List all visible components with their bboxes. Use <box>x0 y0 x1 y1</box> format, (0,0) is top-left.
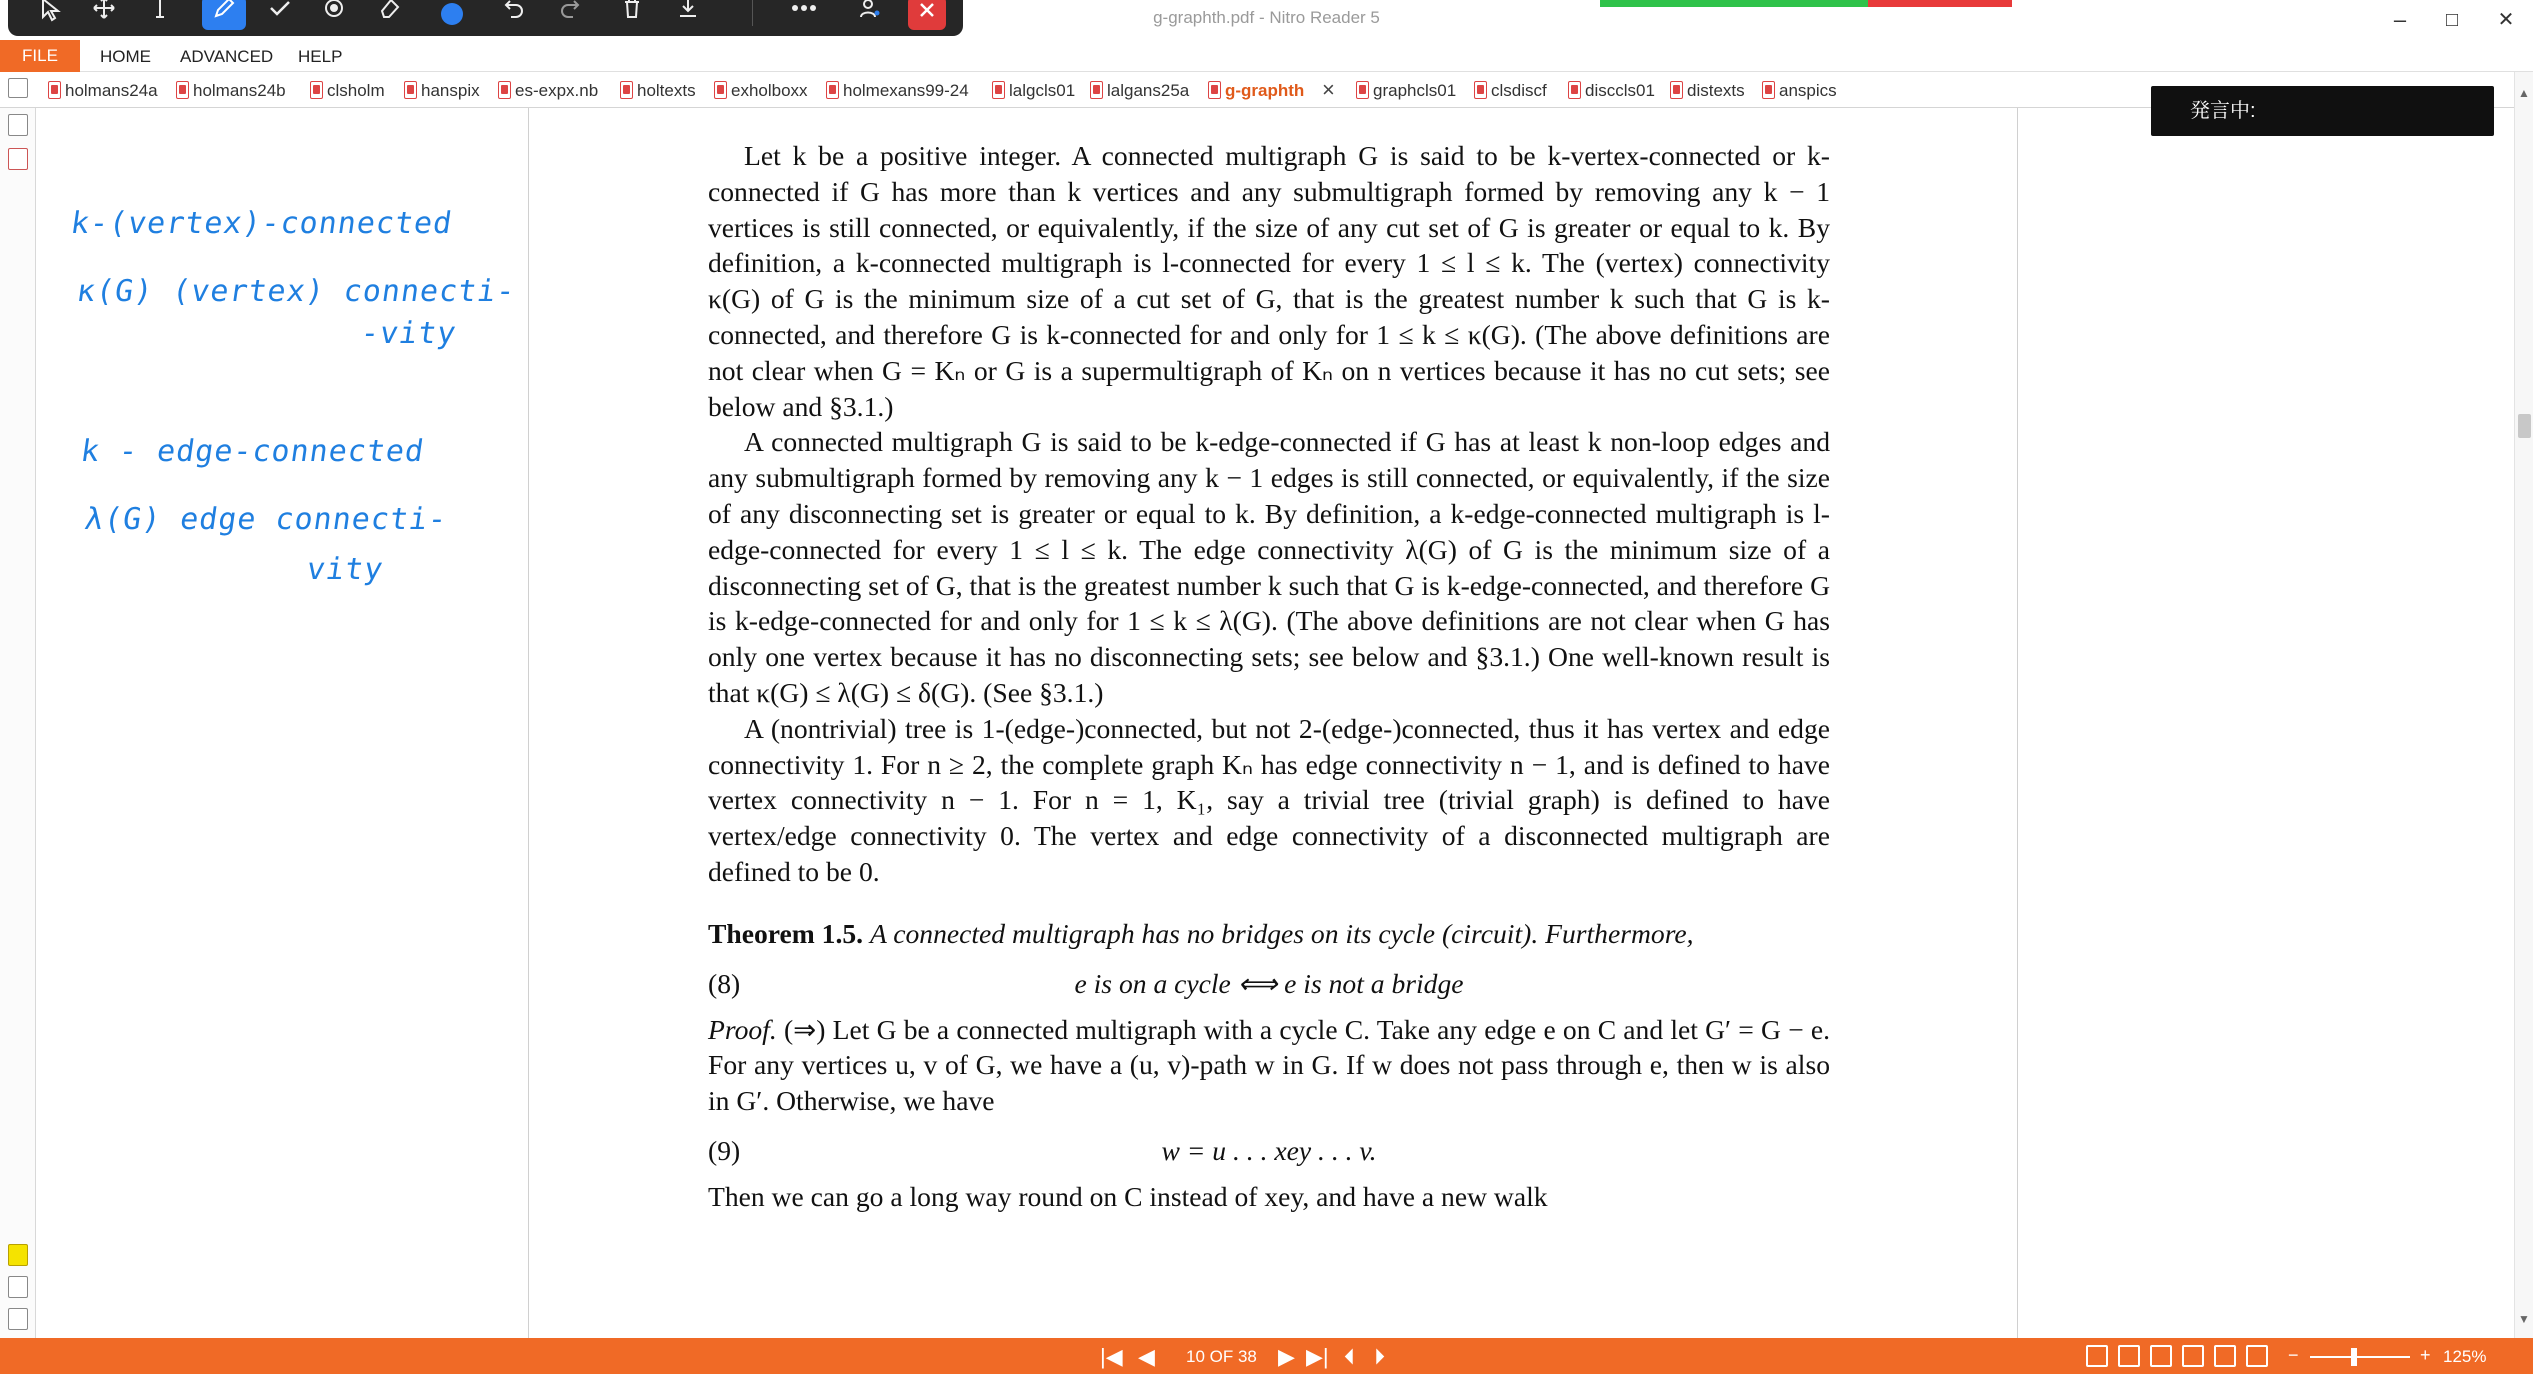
menu-file[interactable]: FILE <box>0 40 80 72</box>
tab-holtexts[interactable] <box>620 78 696 104</box>
fit-width-icon[interactable] <box>2214 1345 2236 1367</box>
tab-hanspix[interactable] <box>404 78 480 104</box>
pdf-file-icon <box>1208 81 1221 99</box>
pages-panel-icon[interactable] <box>8 114 28 136</box>
pdf-file-icon <box>404 81 417 99</box>
tab-close-icon[interactable]: × <box>1322 77 1335 102</box>
handwritten-note: κ(G) (vertex) connecti- <box>74 274 518 309</box>
move-icon[interactable] <box>82 0 126 30</box>
handwritten-note: λ(G) edge connecti- <box>82 502 450 537</box>
tab-holmexans99-24[interactable] <box>826 78 969 104</box>
continuous-view-icon[interactable] <box>2118 1345 2140 1367</box>
zoom-slider-track[interactable] <box>2310 1356 2410 1358</box>
eraser-icon[interactable] <box>368 0 412 30</box>
pdf-file-icon <box>310 81 323 99</box>
next-page-button[interactable]: ▶ <box>1278 1344 1295 1369</box>
forward-view-button[interactable]: ⏵ <box>1374 1344 1386 1369</box>
tab-label: holmans24b <box>193 81 286 100</box>
toolbar-separator <box>752 0 753 26</box>
single-page-view-icon[interactable] <box>2086 1345 2108 1367</box>
pdf-file-icon <box>1474 81 1487 99</box>
margin-notes-area <box>37 108 529 1338</box>
pdf-file-icon <box>1568 81 1581 99</box>
tab-label: anspics <box>1779 81 1837 100</box>
status-bar <box>0 1338 2533 1374</box>
minimize-button[interactable]: – <box>2393 7 2407 32</box>
comments-panel-icon[interactable] <box>8 1244 28 1266</box>
checkmark-icon[interactable] <box>258 0 302 30</box>
page-indicator[interactable]: 10 OF 38 <box>1186 1347 1257 1366</box>
zoom-slider-handle[interactable] <box>2351 1348 2357 1366</box>
scroll-thumb[interactable] <box>2518 414 2531 438</box>
layers-panel-icon[interactable] <box>8 1308 28 1330</box>
pdf-file-icon <box>1356 81 1369 99</box>
tab-list-icon[interactable] <box>8 78 28 98</box>
scroll-up-icon[interactable]: ▲ <box>2518 86 2530 100</box>
tab-g-graphth[interactable] <box>1208 78 1304 104</box>
facing-continuous-view-icon[interactable] <box>2182 1345 2204 1367</box>
equation-8 <box>708 966 1830 1002</box>
pdf-file-icon <box>1090 81 1103 99</box>
tab-lalgcls01[interactable] <box>992 78 1075 104</box>
color-dot-icon[interactable] <box>430 0 474 30</box>
tab-label: distexts <box>1687 81 1745 100</box>
handwritten-note: vity <box>304 552 386 587</box>
menu-bar <box>0 40 2533 72</box>
tab-label: exholboxx <box>731 81 808 100</box>
tab-holmans24b[interactable] <box>176 78 286 104</box>
more-icon[interactable] <box>782 0 826 30</box>
trash-icon[interactable] <box>610 0 654 30</box>
bookmarks-panel-icon[interactable] <box>8 148 28 170</box>
pdf-page-content <box>708 138 1830 1215</box>
text-cursor-icon[interactable] <box>138 0 182 30</box>
pdf-file-icon <box>714 81 727 99</box>
tab-disccls01[interactable] <box>1568 78 1655 104</box>
equation-number: (9) <box>708 1134 741 1166</box>
tab-anspics[interactable] <box>1762 78 1837 104</box>
paragraph-tree-connectivity: A (nontrivial) tree is 1-(edge-)connected, but not 2-(edge-)connected, thus it has vertex and edge connectivity 1. For n ≥ 2, the complete graph Kₙ has edge connectivity n − 1, and is defined to have vertex connectivity n − 1. For n = 1, K₁, say a trivial tree (trivial graph) is defined to have vertex/edge connectivity 0. The vertex and edge connectivity of a disconnected multigraph are defined to be 0. <box>708 712 1830 887</box>
close-toolbar-button[interactable] <box>908 0 946 30</box>
previous-page-button[interactable]: ◀ <box>1138 1344 1155 1369</box>
pdf-file-icon <box>1762 81 1775 99</box>
first-page-button[interactable]: |◀ <box>1100 1344 1123 1369</box>
pdf-file-icon <box>992 81 1005 99</box>
fit-page-icon[interactable] <box>2246 1345 2268 1367</box>
pdf-file-icon <box>1670 81 1683 99</box>
equation-body: w = u . . . xey . . . v. <box>1161 1134 1377 1166</box>
vertical-scrollbar[interactable] <box>2514 72 2533 1338</box>
progress-green <box>1600 0 1868 7</box>
tab-label: holmans24a <box>65 81 158 100</box>
right-blank-area <box>2018 108 2514 1338</box>
annotation-toolbar <box>8 0 963 36</box>
tab-label: hanspix <box>421 81 480 100</box>
undo-icon[interactable] <box>492 0 536 30</box>
tab-label: g-graphth <box>1225 81 1305 100</box>
zoom-out-button[interactable]: − <box>2288 1345 2299 1365</box>
theorem-text: A connected multigraph has no bridges on its cycle (circuit). Furthermore, <box>869 917 1694 949</box>
window-title: g-graphth.pdf - Nitro Reader 5 <box>1153 8 1380 27</box>
tab-label: es-expx.nb <box>515 81 599 100</box>
tab-lalgans25a[interactable] <box>1090 78 1189 104</box>
tab-label: clsdiscf <box>1491 81 1547 100</box>
close-icon <box>917 0 937 20</box>
proof-label: Proof. <box>708 1013 777 1045</box>
paragraph-vertex-connectivity: Let k be a positive integer. A connected multigraph G is said to be k-vertex-connected or k-connected if G has more than k vertices and any submultigraph formed by removing any k − 1 vertices is still connected, or equivalently, if the size of any cut set of G is greater or equal to k. By definition, a k-connected multigraph is l-connected for every 1 ≤ l ≤ k. The (vertex) connectivity κ(G) of G is the minimum size of a cut set of G, that is the greatest number k such that G is k-connected, and therefore G is k-connected for and only for 1 ≤ k ≤ κ(G). (The above definitions are not clear when G = Kₙ or G is a supermultigraph of Kₙ on n vertices because it has no cut sets; see below and §3.1.) <box>708 140 1830 422</box>
left-sidebar-rail <box>0 108 36 1338</box>
close-window-button[interactable]: ✕ <box>2497 9 2515 31</box>
tab-graphcls01[interactable] <box>1356 78 1456 104</box>
handwritten-note: k-(vertex)-connected <box>68 206 455 241</box>
tab-clsholm[interactable] <box>310 78 385 104</box>
paragraph-walk: Then we can go a long way round on C instead of xey, and have a new walk <box>708 1180 1548 1212</box>
theorem-1-5 <box>708 916 1830 952</box>
tab-label: lalgans25a <box>1107 81 1190 100</box>
menu-help[interactable]: HELP <box>298 47 343 66</box>
zoom-level[interactable]: 125% <box>2443 1347 2487 1366</box>
tab-label: holtexts <box>637 81 696 100</box>
stamp-icon[interactable] <box>312 0 356 30</box>
theorem-label: Theorem 1.5. <box>708 917 864 949</box>
pdf-file-icon <box>48 81 61 99</box>
back-view-button[interactable]: ⏴ <box>1344 1344 1356 1369</box>
scroll-down-icon[interactable]: ▼ <box>2518 1312 2530 1326</box>
user-settings-icon[interactable] <box>848 0 892 30</box>
tab-label: graphcls01 <box>1373 81 1457 100</box>
attachments-panel-icon[interactable] <box>8 1276 28 1298</box>
progress-red <box>1868 0 2012 7</box>
tab-clsdiscf[interactable] <box>1474 78 1547 104</box>
menu-home[interactable]: HOME <box>100 47 151 66</box>
equation-body: e is on a cycle ⟺ e is not a bridge <box>1074 967 1464 999</box>
menu-advanced[interactable]: ADVANCED <box>180 47 274 66</box>
tab-label: disccls01 <box>1585 81 1655 100</box>
pen-icon[interactable] <box>202 0 246 30</box>
equation-number: (8) <box>708 967 741 999</box>
paragraph-edge-connectivity: A connected multigraph G is said to be k-edge-connected if G has at least k non-loop edges and any submultigraph formed by removing any k − 1 edges is still connected, or equivalently, if the size of any disconnecting set is greater or equal to k. By definition, a k-edge-connected multigraph is l-edge-connected for every 1 ≤ l ≤ k. The edge connectivity λ(G) of G is the minimum size of a disconnecting set of G, that is the greatest number k such that G is k-edge-connected, and therefore G is k-edge-connected for and only for 1 ≤ k ≤ λ(G). (The above definitions are not clear when G has only one vertex because it has no disconnecting sets; see below and §3.1.) One well-known result is that κ(G) ≤ λ(G) ≤ δ(G). (See §3.1.) <box>708 426 1830 708</box>
pdf-file-icon <box>176 81 189 99</box>
pdf-file-icon <box>620 81 633 99</box>
select-arrow-icon[interactable] <box>28 0 72 30</box>
equation-9 <box>708 1133 1830 1169</box>
last-page-button[interactable]: ▶| <box>1306 1344 1329 1369</box>
handwritten-note: -vity <box>358 316 459 351</box>
tab-holmans24a[interactable] <box>48 78 158 104</box>
tab-label: lalgcls01 <box>1009 81 1076 100</box>
tab-label: holmexans99-24 <box>843 81 969 100</box>
redo-icon[interactable] <box>548 0 592 30</box>
handwritten-note: k - edge-connected <box>78 434 427 469</box>
maximize-button[interactable]: □ <box>2445 9 2459 31</box>
pdf-file-icon <box>498 81 511 99</box>
proof-paragraph <box>708 1012 1830 1119</box>
tab-es-expx[interactable] <box>498 78 598 104</box>
tab-exholboxx[interactable] <box>714 78 808 104</box>
speech-status-popup: 発言中: <box>2151 86 2494 136</box>
download-icon[interactable] <box>666 0 710 30</box>
tab-label: clsholm <box>327 81 385 100</box>
zoom-in-button[interactable]: + <box>2420 1345 2431 1365</box>
tab-distexts[interactable] <box>1670 78 1745 104</box>
pdf-file-icon <box>826 81 839 99</box>
proof-text: (⇒) Let G be a connected multigraph with a cycle C. Take any edge e on C and let G′ = G − e. For any vertices u, v of G, we have a (u, v)-path w in G. If w does not pass through e, then w is also in G′. Otherwise, we have <box>708 1013 1831 1117</box>
facing-view-icon[interactable] <box>2150 1345 2172 1367</box>
